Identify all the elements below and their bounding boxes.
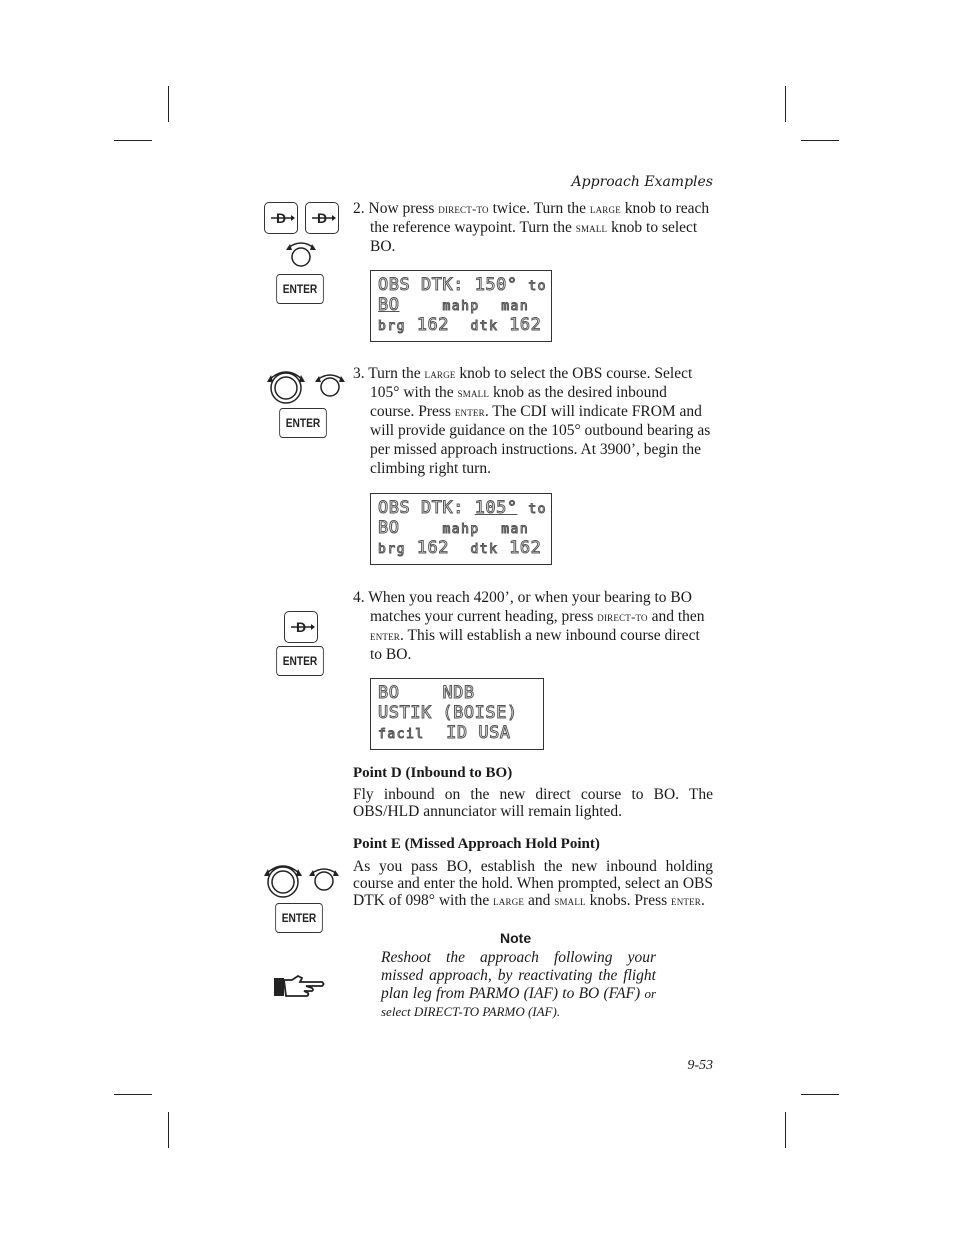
large-knob-icon	[264, 366, 308, 406]
crop-mark	[114, 1094, 152, 1095]
step-2	[353, 199, 713, 256]
enter-key-icon: ENTER	[276, 646, 324, 676]
svg-text:D: D	[295, 619, 307, 635]
lcd-text: mahp	[442, 522, 480, 537]
svg-text:D: D	[316, 210, 328, 226]
enter-key-icon: ENTER	[276, 274, 324, 304]
para-text: .	[701, 892, 705, 909]
note-text	[381, 949, 656, 1021]
key-name: large	[424, 366, 456, 381]
step-number: 3.	[353, 365, 365, 382]
direct-to-key-icon	[305, 202, 339, 234]
para-text: As you pass BO, establish the new inbound holding course and enter the hold. When prompted, select an OBS DTK of 098° with the	[353, 858, 713, 909]
lcd-text: brg	[378, 319, 406, 334]
lcd-text: NDB	[442, 683, 475, 703]
lcd-text: BO	[378, 683, 400, 703]
lcd-text: man	[501, 299, 530, 314]
step-text: knob as the desired inbound course. Press	[370, 384, 667, 420]
large-knob-icon	[261, 860, 305, 900]
key-name: large	[589, 201, 621, 216]
crop-mark	[801, 1094, 839, 1095]
crop-mark	[785, 1112, 786, 1148]
lcd-text: mahp	[442, 299, 480, 314]
lcd-text: 150°	[474, 275, 518, 295]
step-3	[353, 364, 713, 478]
paragraph: Fly inbound on the new direct course to BO. The OBS/HLD annunciator will remain lighted.	[353, 786, 713, 820]
key-name: small	[575, 220, 608, 235]
lcd-text: dtk	[470, 542, 499, 557]
lcd-text: ID USA	[446, 723, 511, 743]
crop-mark	[168, 1112, 169, 1148]
note-body: or select DIRECT-TO PARMO (IAF).	[381, 986, 656, 1019]
note-body: Reshoot the approach following your missed approach, by reactivating the flight plan leg from PARMO (IAF) to BO (FAF)	[381, 949, 656, 1002]
para-text: and	[524, 892, 555, 909]
lcd-text: 105°	[474, 498, 518, 518]
lcd-screen	[370, 493, 552, 565]
key-name: small	[457, 385, 490, 400]
section-heading: Point D (Inbound to BO)	[353, 765, 513, 781]
step-number: 4.	[353, 589, 365, 606]
step-text: and then	[647, 608, 705, 625]
step-number: 2.	[353, 200, 365, 217]
svg-text:D: D	[275, 210, 287, 226]
lcd-text: USTIK (BOISE)	[378, 703, 518, 723]
crop-mark	[168, 86, 169, 122]
lcd-text: 162	[416, 538, 449, 558]
step-text: . This will establish a new inbound course direct to BO.	[370, 627, 700, 663]
direct-to-key-icon	[284, 611, 318, 643]
lcd-text: 162	[509, 538, 542, 558]
lcd-text: dtk	[470, 319, 499, 334]
note-heading: Note	[500, 930, 532, 946]
lcd-text: BO	[378, 295, 400, 315]
lcd-text: to	[528, 502, 547, 517]
lcd-text: to	[528, 279, 547, 294]
lcd-text: brg	[378, 542, 406, 557]
step-text: twice. Turn the	[488, 200, 590, 217]
key-name: small	[554, 893, 586, 908]
pointing-hand-icon	[272, 972, 326, 1000]
para-text: knobs. Press	[585, 892, 672, 909]
key-name: enter	[454, 404, 485, 419]
key-name: direct-to	[597, 609, 648, 624]
key-name: large	[493, 893, 525, 908]
key-name: enter	[671, 893, 702, 908]
key-name: enter	[370, 628, 400, 643]
crop-mark	[114, 140, 152, 141]
lcd-screen	[370, 270, 552, 342]
running-header: Approach Examples	[571, 174, 713, 190]
lcd-text: OBS DTK:	[378, 275, 464, 295]
enter-key-icon: ENTER	[275, 903, 323, 933]
lcd-text: BO	[378, 518, 400, 538]
crop-mark	[785, 86, 786, 122]
key-name: direct-to	[438, 201, 489, 216]
small-knob-icon	[307, 864, 341, 896]
step-text: When you reach 4200’, or when your bearing to BO matches your current heading, press	[368, 589, 692, 625]
lcd-text: OBS DTK:	[378, 498, 464, 518]
step-text: . The CDI will indicate FROM and will provide guidance on the 105° outbound bearing as per missed approach instructions. At 3900’, begin the climbing right turn.	[370, 403, 711, 477]
section-heading: Point E (Missed Approach Hold Point)	[353, 836, 600, 852]
step-text: Now press	[368, 200, 439, 217]
lcd-text: 162	[416, 315, 449, 335]
lcd-text: man	[501, 522, 530, 537]
lcd-screen	[370, 678, 544, 750]
step-text: knob to select the OBS course. Select 105° with the	[370, 365, 693, 401]
page-number: 9-53	[687, 1058, 713, 1073]
step-4	[353, 588, 713, 664]
crop-mark	[801, 140, 839, 141]
lcd-text: 162	[509, 315, 542, 335]
step-text: knob to reach the reference waypoint. Turn the	[370, 200, 710, 236]
lcd-text: facil	[378, 727, 425, 742]
small-knob-icon	[313, 370, 347, 402]
step-text: knob to select BO.	[370, 219, 698, 255]
enter-key-icon: ENTER	[279, 408, 327, 438]
small-knob-icon	[284, 238, 318, 270]
direct-to-key-icon	[264, 202, 298, 234]
step-text: Turn the	[368, 365, 425, 382]
paragraph	[353, 858, 713, 909]
